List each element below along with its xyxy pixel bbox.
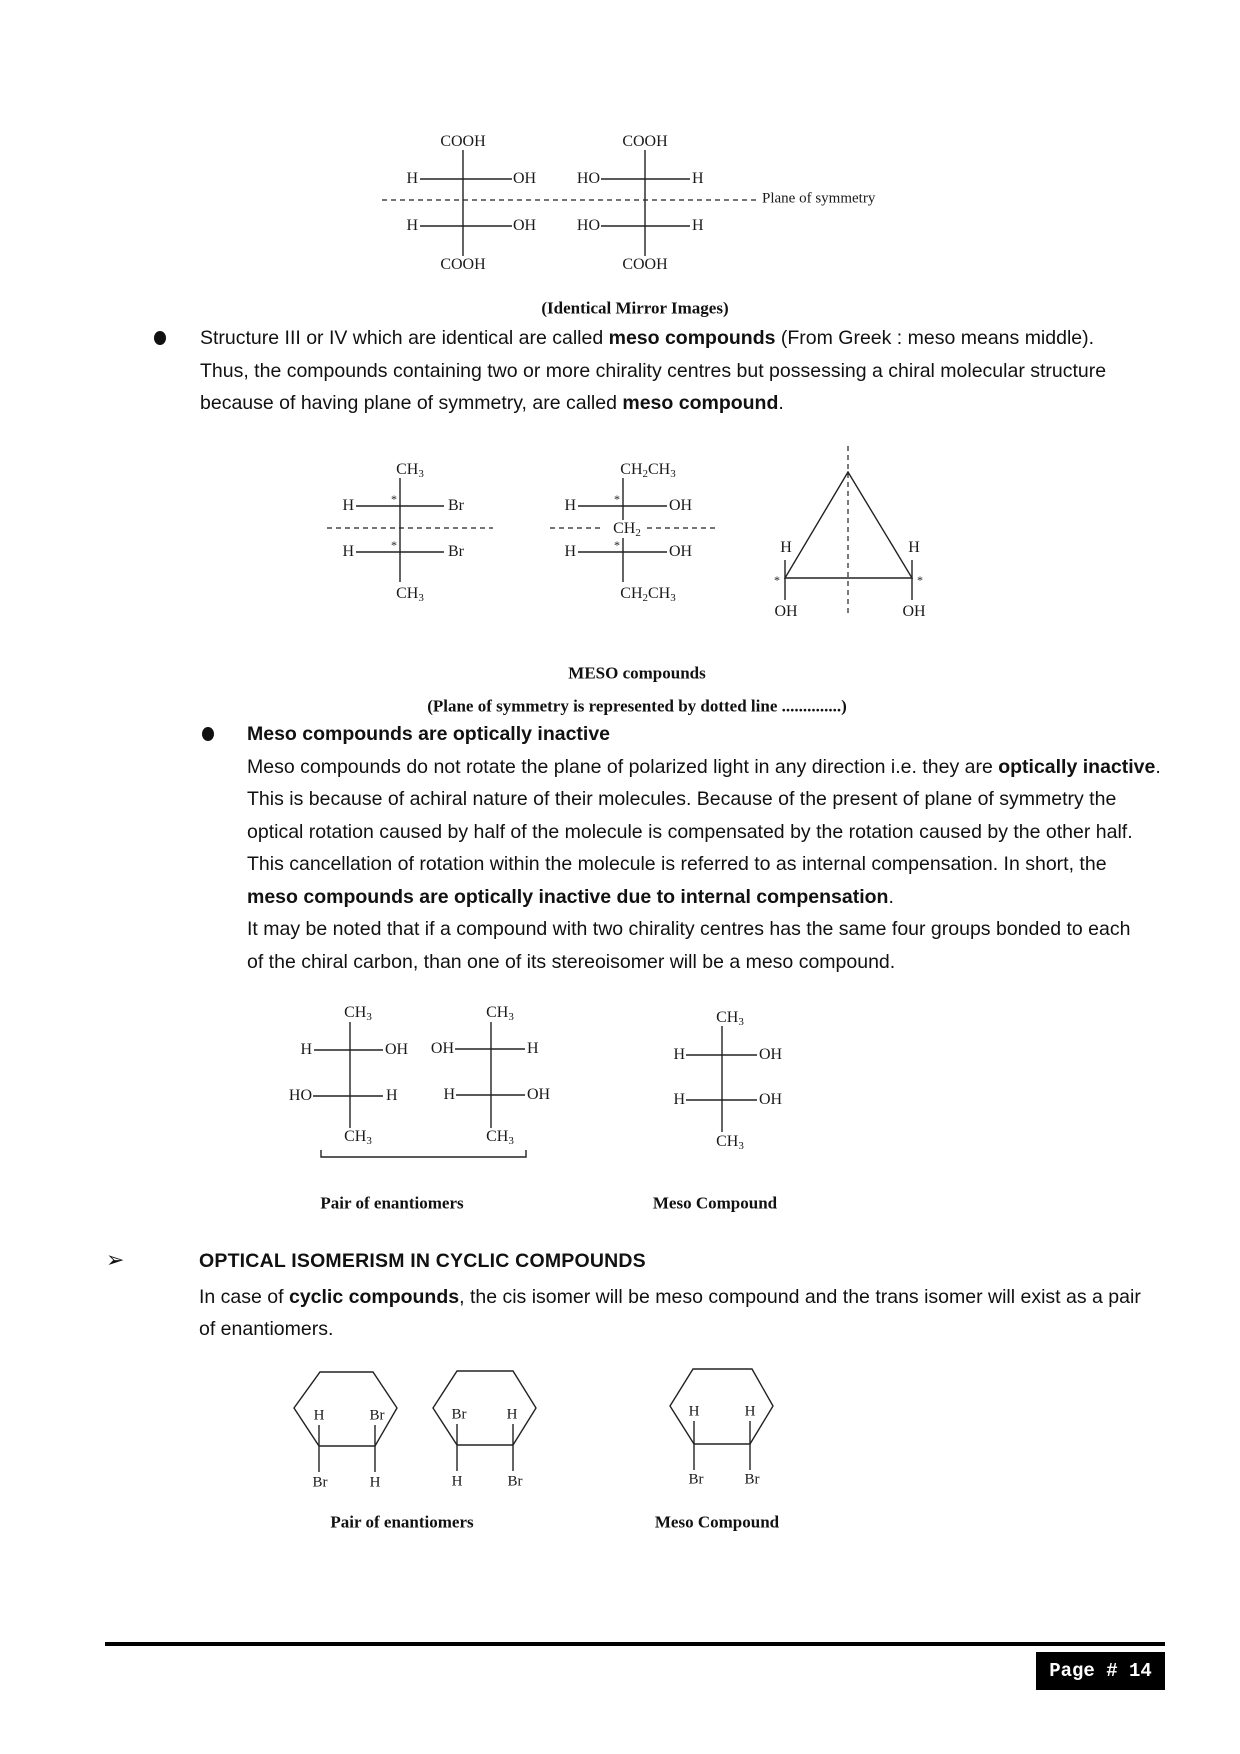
- tartaric-left-r1-left: H: [406, 170, 418, 187]
- tartaric-left-r2-right: OH: [513, 217, 537, 234]
- ea-r1-left: H: [300, 1041, 312, 1058]
- bold-term: meso compounds are optically inactive due to internal compensation: [247, 886, 889, 908]
- hex2-down-right: Br: [507, 1473, 523, 1490]
- f1-r1-right: Br: [448, 497, 464, 514]
- footer-rule: [105, 1642, 1165, 1646]
- f1-r2-left: H: [342, 543, 354, 560]
- paragraph-line: [247, 881, 894, 914]
- arrow-bullet-icon: ➢: [106, 1248, 125, 1273]
- hex1-down-left: Br: [312, 1474, 328, 1491]
- enantiomer-a-bonds: [313, 1022, 383, 1128]
- f2-r2-left: H: [564, 543, 576, 560]
- bold-term: meso compounds: [608, 327, 776, 349]
- text: , the cis isomer will be meso compound and the trans isomer will exist as a pair: [459, 1286, 1141, 1308]
- enantiomer-bracket: [321, 1150, 526, 1157]
- ea-r1-right: OH: [385, 1041, 409, 1058]
- meso-ring-bonds: [785, 446, 912, 615]
- hex3-up-right: H: [744, 1403, 756, 1420]
- paragraph-line: optical rotation caused by half of the molecule is compensated by the rotation caused by the other half.: [247, 821, 1133, 843]
- enantiomer-b-bonds: [455, 1022, 525, 1128]
- tartaric-right-r2-left: HO: [576, 217, 600, 234]
- f2-r1-right: OH: [669, 497, 693, 514]
- paragraph-line: This cancellation of rotation within the molecule is referred to as internal compensation. In short, the: [247, 853, 1107, 875]
- meso-bottom: $CH_3$: [716, 1133, 744, 1152]
- f2-r1-left: H: [564, 497, 576, 514]
- text: .: [888, 886, 894, 908]
- chiral-star: *: [774, 573, 780, 587]
- bullet-title: Meso compounds are optically inactive: [247, 723, 611, 745]
- hex3-down-left: Br: [688, 1471, 704, 1488]
- paragraph-line: [199, 1281, 1141, 1314]
- ea-r2-left: HO: [288, 1087, 312, 1104]
- ring-h-left: H: [780, 539, 792, 556]
- hex3-down-right: Br: [744, 1471, 760, 1488]
- f2-middle: $CH_2$: [613, 520, 641, 539]
- tartaric-left-r1-right: OH: [513, 170, 537, 187]
- paragraph-line: [200, 387, 784, 420]
- hex3-up-left: H: [688, 1403, 700, 1420]
- hex1-down-right: H: [369, 1474, 381, 1491]
- meso-r1-left: H: [673, 1046, 685, 1063]
- text: Meso compounds do not rotate the plane of polarized light in any direction i.e. they are: [247, 756, 999, 778]
- f1-r1-left: H: [342, 497, 354, 514]
- hex2-up-right: H: [506, 1406, 518, 1423]
- meso-subcaption: (Plane of symmetry is represented by dotted line ..............): [427, 696, 847, 716]
- meso-r1-right: OH: [759, 1046, 783, 1063]
- eb-r1-right: H: [527, 1040, 539, 1057]
- hex1-up-left: H: [313, 1407, 325, 1424]
- bullet-icon: [154, 331, 166, 345]
- page-number-badge: Page # 14: [1036, 1652, 1165, 1690]
- meso-fischer1-bonds: [327, 478, 493, 582]
- tartaric-left-r2-left: H: [406, 217, 418, 234]
- hex3-bonds: [670, 1369, 773, 1470]
- bold-term: cyclic compounds: [288, 1286, 460, 1308]
- f1-bottom: $CH_3$: [396, 585, 424, 604]
- meso-r2-right: OH: [759, 1091, 783, 1108]
- section-heading: OPTICAL ISOMERISM IN CYCLIC COMPOUNDS: [199, 1250, 646, 1272]
- hex2-down-left: H: [451, 1473, 463, 1490]
- eb-bottom: $CH_3$: [486, 1128, 514, 1147]
- hex2-up-left: Br: [451, 1406, 467, 1423]
- eb-r1-left: OH: [430, 1040, 454, 1057]
- tartaric-right-top: COOH: [622, 133, 668, 150]
- tartaric-caption: (Identical Mirror Images): [541, 298, 729, 318]
- f1-top: $CH_3$: [396, 461, 424, 480]
- tartaric-right-bonds: [601, 150, 690, 256]
- paragraph-line: This is because of achiral nature of their molecules. Because of the present of plane of symmetry the: [247, 788, 1117, 810]
- f2-bottom: $CH_2CH_3$: [620, 585, 676, 604]
- paragraph-line: [247, 751, 1161, 784]
- ring-h-right: H: [908, 539, 920, 556]
- f2-r2-right: OH: [669, 543, 693, 560]
- eb-r2-right: OH: [527, 1086, 551, 1103]
- f1-r2-right: Br: [448, 543, 464, 560]
- chiral-star: *: [614, 492, 620, 506]
- caption-pair-enantiomers: Pair of enantiomers: [330, 1512, 474, 1532]
- text: because of having plane of symmetry, are called: [200, 392, 623, 414]
- eb-r2-left: H: [443, 1086, 455, 1103]
- text: .: [1155, 756, 1161, 778]
- hex2-bonds: [433, 1371, 536, 1471]
- tartaric-right-bottom: COOH: [622, 256, 668, 273]
- meso-butanediol-bonds: [686, 1026, 757, 1132]
- caption-meso-compound: Meso Compound: [654, 1512, 780, 1532]
- text: Structure III or IV which are identical are called: [200, 327, 609, 349]
- tartaric-right-r2-right: H: [692, 217, 704, 234]
- caption-pair-enantiomers: Pair of enantiomers: [320, 1193, 464, 1213]
- paragraph-line: Thus, the compounds containing two or more chirality centres but possessing a chiral molecular structure: [200, 360, 1107, 382]
- ring-oh-left: OH: [774, 603, 798, 620]
- meso-r2-left: H: [673, 1091, 685, 1108]
- eb-top: $CH_3$: [486, 1004, 514, 1023]
- ea-top: $CH_3$: [344, 1004, 372, 1023]
- hex1-up-right: Br: [369, 1407, 385, 1424]
- text: In case of: [199, 1286, 289, 1308]
- meso-top: $CH_3$: [716, 1009, 744, 1028]
- tartaric-right-r1-left: HO: [576, 170, 600, 187]
- paragraph-line: of the chiral carbon, than one of its stereoisomer will be a meso compound.: [247, 951, 896, 973]
- paragraph-line: It may be noted that if a compound with two chirality centres has the same four groups bonded to each: [247, 918, 1131, 940]
- ea-r2-right: H: [386, 1087, 398, 1104]
- text: .: [778, 392, 784, 414]
- chiral-star: *: [614, 538, 620, 552]
- paragraph-line: [200, 322, 1094, 355]
- bullet-icon: [202, 727, 214, 741]
- bold-term: optically inactive: [998, 756, 1156, 778]
- plane-of-symmetry-label: Plane of symmetry: [762, 190, 876, 207]
- tartaric-left-top: COOH: [440, 133, 486, 150]
- caption-meso-compound: Meso Compound: [652, 1193, 778, 1213]
- meso-caption: MESO compounds: [568, 663, 706, 683]
- ea-bottom: $CH_3$: [344, 1128, 372, 1147]
- tartaric-right-r1-right: H: [692, 170, 704, 187]
- tartaric-left-bottom: COOH: [440, 256, 486, 273]
- text: (From Greek : meso means middle).: [775, 327, 1095, 349]
- chiral-star: *: [917, 573, 923, 587]
- bold-term: meso compound: [622, 392, 779, 414]
- chiral-star: *: [391, 538, 397, 552]
- f2-top: $CH_2CH_3$: [620, 461, 676, 480]
- ring-oh-right: OH: [902, 603, 926, 620]
- paragraph-line: of enantiomers.: [199, 1318, 334, 1340]
- chiral-star: *: [391, 492, 397, 506]
- tartaric-left-bonds: [420, 150, 512, 256]
